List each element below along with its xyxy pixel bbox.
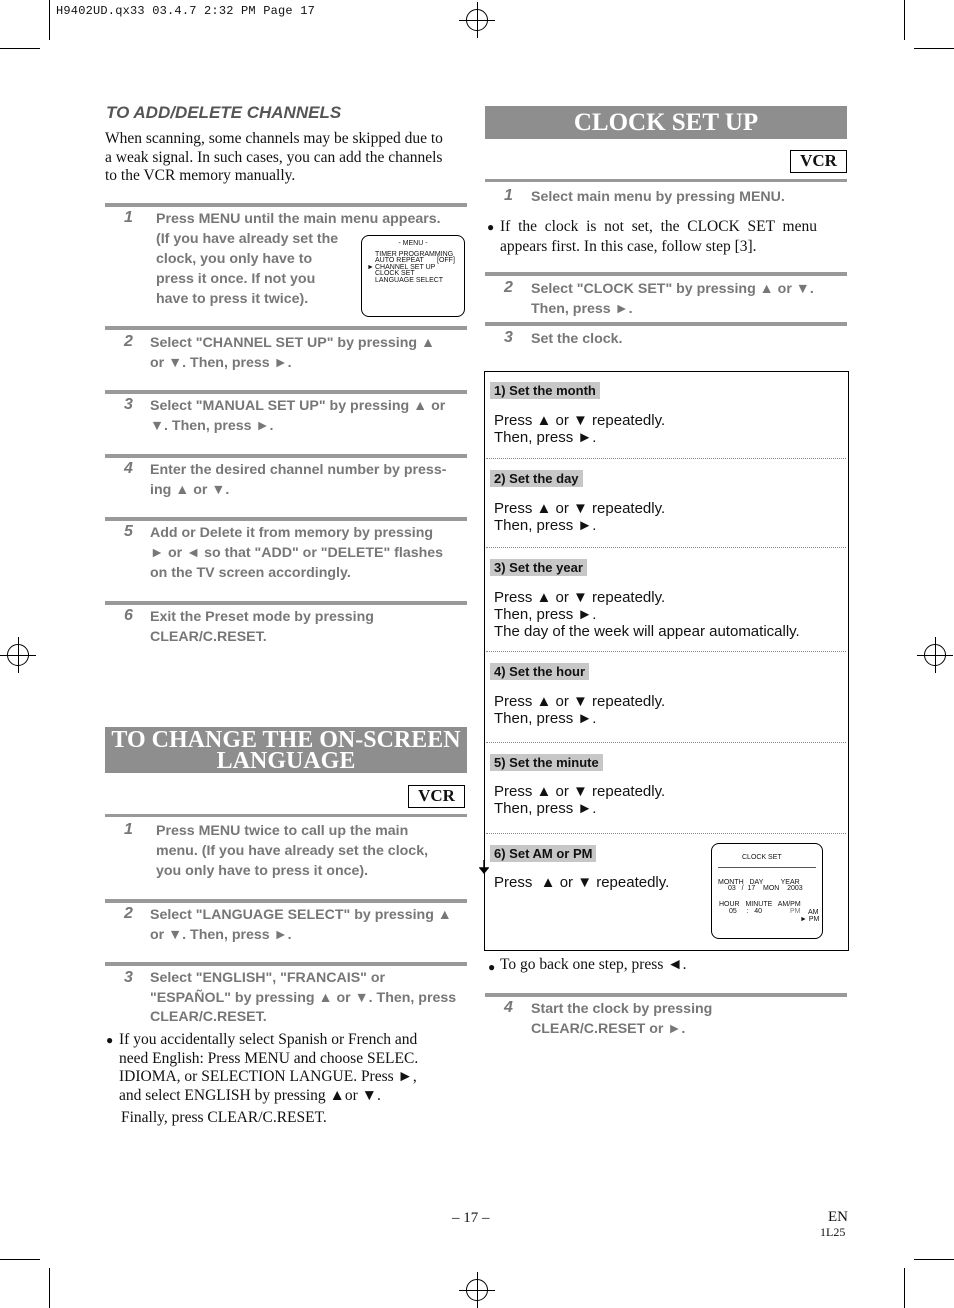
clock-screen-divider bbox=[718, 867, 816, 868]
substep-text: Press ▲ or ▼ repeatedly. Then, press ►. bbox=[494, 500, 666, 534]
substep-label: 6) Set AM or PM bbox=[490, 845, 596, 862]
clock-step-2-text: Select "CLOCK SET" by pressing ▲ or ▼. Then, press ►. bbox=[531, 281, 814, 317]
add-delete-intro: When scanning, some channels may be skipped due to a weak signal. In such cases, you can add the channels to the VCR memory manually. bbox=[105, 130, 443, 184]
substep-text: Press ▲ or ▼ repeatedly. Then, press ►. bbox=[494, 783, 666, 817]
clock-step-4-text: Start the clock by pressing CLEAR/C.RESET or ►. bbox=[531, 1001, 713, 1037]
step-divider bbox=[485, 322, 847, 326]
substep-text: Press ▲ or ▼ repeatedly. Then, press ►. bbox=[494, 412, 666, 446]
step-divider bbox=[105, 517, 467, 521]
step-divider bbox=[105, 899, 467, 903]
substep-label: 3) Set the year bbox=[490, 559, 587, 576]
menu-item: CHANNEL SET UP bbox=[375, 264, 436, 271]
crop-mark bbox=[49, 0, 50, 40]
back-note: To go back one step, press ◄. bbox=[500, 956, 687, 973]
clock-set-up-banner: CLOCK SET UP bbox=[485, 106, 847, 139]
step-5-text: Add or Delete it from memory by pressing ► or ◄ so that "ADD" or "DELETE" flashes on the TV screen accordingly. bbox=[150, 525, 444, 581]
step-divider bbox=[485, 179, 847, 182]
file-header: H9402UD.qx33 03.4.7 2:32 PM Page 17 bbox=[56, 4, 316, 18]
menu-item: AUTO REPEAT bbox=[375, 257, 424, 264]
step-number: 3 bbox=[124, 969, 133, 986]
step-6-text: Exit the Preset mode by pressing CLEAR/C.RESET. bbox=[150, 609, 374, 645]
step-4-text: Enter the desired channel number by press- ing ▲ or ▼. bbox=[150, 462, 447, 498]
step-number: 2 bbox=[124, 905, 133, 922]
substep-text: Press ▲ or ▼ repeatedly. bbox=[494, 874, 670, 891]
step-number: 4 bbox=[504, 999, 513, 1016]
step-number: 6 bbox=[124, 607, 133, 624]
substep-separator bbox=[486, 458, 846, 459]
add-delete-title: TO ADD/DELETE CHANNELS bbox=[106, 103, 342, 122]
substep-separator bbox=[486, 833, 846, 834]
menu-item: CLOCK SET bbox=[375, 270, 415, 277]
crop-mark bbox=[904, 0, 905, 40]
step-number: 2 bbox=[124, 333, 133, 350]
substep-label: 4) Set the hour bbox=[490, 663, 589, 680]
substep-label: 1) Set the month bbox=[490, 382, 600, 399]
vcr-badge: VCR bbox=[408, 785, 465, 808]
clock-screen-row-labels: HOUR MINUTE AM/PM bbox=[719, 901, 801, 908]
clock-step-1-text: Select main menu by pressing MENU. bbox=[531, 189, 785, 205]
step-divider bbox=[105, 390, 467, 394]
step-divider bbox=[105, 454, 467, 458]
registration-mark bbox=[924, 644, 946, 666]
menu-screen bbox=[361, 235, 465, 317]
crop-mark bbox=[0, 48, 40, 49]
registration-mark bbox=[7, 644, 29, 666]
crop-mark bbox=[49, 1268, 50, 1308]
language-note: If you accidentally select Spanish or French and need English: Press MENU and choose SELEC. IDIOMA, or SELECTION LANGUE. Press ►, and select ENGLISH by pressing ▲or ▼. Finally, press CLEAR/C.RESET. bbox=[119, 1031, 419, 1126]
language-banner: TO CHANGE THE ON-SCREEN LANGUAGE bbox=[105, 727, 467, 773]
step-number: 4 bbox=[124, 460, 133, 477]
registration-mark bbox=[466, 1279, 488, 1301]
substep-text: Press ▲ or ▼ repeatedly. Then, press ►. bbox=[494, 693, 666, 727]
clock-note-bullet: ● bbox=[487, 220, 495, 234]
substep-separator bbox=[486, 651, 846, 652]
language-code: EN bbox=[828, 1209, 848, 1225]
crop-mark bbox=[914, 1259, 954, 1260]
step-number: 1 bbox=[124, 821, 133, 838]
clock-note: If the clock is not set, the CLOCK SET menu appears first. In this case, follow step [3]. bbox=[500, 218, 817, 255]
menu-screen-title: - MENU - bbox=[398, 240, 428, 247]
menu-item: TIMER PROGRAMMING bbox=[375, 251, 454, 258]
step-divider bbox=[485, 272, 847, 276]
step-number: 1 bbox=[124, 209, 133, 226]
substep-text: Press ▲ or ▼ repeatedly. Then, press ►. The day of the week will appear automatically. bbox=[494, 589, 800, 640]
substep-label: 2) Set the day bbox=[490, 470, 583, 487]
step-divider bbox=[105, 326, 467, 330]
step-number: 3 bbox=[504, 329, 513, 346]
step-divider bbox=[105, 203, 467, 207]
back-note-bullet: ● bbox=[488, 960, 496, 974]
step-divider bbox=[105, 962, 467, 966]
model-code: 1L25 bbox=[820, 1225, 846, 1239]
registration-mark bbox=[466, 9, 488, 31]
menu-cursor: ► bbox=[367, 264, 374, 271]
clock-screen-row-labels: MONTH DAY YEAR bbox=[718, 879, 800, 886]
step-divider bbox=[105, 814, 467, 817]
crop-mark bbox=[0, 1259, 40, 1260]
clock-screen-row-values: 03 / 17 MON 2003 bbox=[728, 885, 803, 892]
step-divider bbox=[485, 993, 847, 997]
language-step-2-text: Select "LANGUAGE SELECT" by pressing ▲ or ▼. Then, press ►. bbox=[150, 907, 452, 943]
clock-step-3-text: Set the clock. bbox=[531, 331, 623, 347]
substep-separator bbox=[486, 547, 846, 548]
language-note-bullet: ● bbox=[106, 1033, 114, 1047]
clock-screen-pm: ► PM bbox=[800, 916, 820, 923]
substep-label: 5) Set the minute bbox=[490, 754, 603, 771]
step-2-text: Select "CHANNEL SET UP" by pressing ▲ or ▼. Then, press ►. bbox=[150, 335, 436, 371]
step-1-text: Press MENU until the main menu appears. (If you have already set the clock, you only have to press it once. If not you have to press it twice). bbox=[156, 211, 441, 307]
clock-screen-title: CLOCK SET bbox=[742, 854, 782, 861]
crop-mark bbox=[904, 1268, 905, 1308]
clock-screen-pm-flash: PM bbox=[790, 908, 801, 915]
page-number: – 17 – bbox=[452, 1210, 490, 1226]
step-divider bbox=[105, 601, 467, 605]
substep-separator bbox=[486, 742, 846, 743]
menu-item-value: [OFF] bbox=[437, 257, 455, 264]
step-3-text: Select "MANUAL SET UP" by pressing ▲ or ▼. Then, press ►. bbox=[150, 398, 446, 434]
step-number: 3 bbox=[124, 396, 133, 413]
step-number: 1 bbox=[504, 187, 513, 204]
crop-mark bbox=[914, 48, 954, 49]
language-step-1-text: Press MENU twice to call up the main menu. (If you have already set the clock, you only have to press it once). bbox=[156, 823, 429, 879]
clock-screen-row-values: 05 : 40 bbox=[729, 908, 763, 915]
flow-arrow-icon bbox=[479, 860, 489, 872]
step-number: 5 bbox=[124, 523, 133, 540]
menu-item: LANGUAGE SELECT bbox=[375, 277, 444, 284]
language-step-3-text: Select "ENGLISH", "FRANCAIS" or "ESPAÑOL" by pressing ▲ or ▼. Then, press CLEAR/C.RESET. bbox=[150, 970, 457, 1025]
step-number: 2 bbox=[504, 279, 513, 296]
clock-screen-am: AM bbox=[808, 909, 819, 916]
vcr-badge: VCR bbox=[790, 150, 847, 173]
clock-set-screen bbox=[711, 843, 823, 939]
